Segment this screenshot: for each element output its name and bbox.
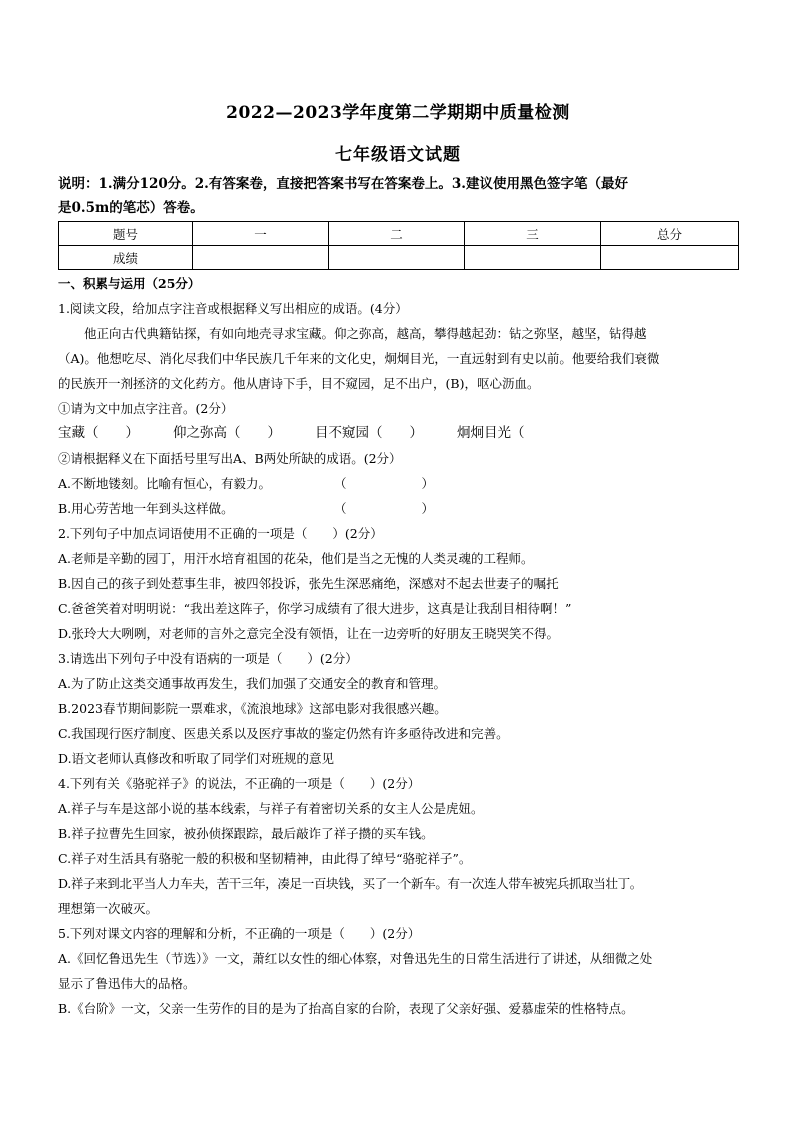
option: A.祥子与车是这部小说的基本线索，与祥子有着密切关系的女主人公是虎妞。: [58, 801, 484, 816]
exam-title: 2022—2023学年度第二学期期中质量检测: [226, 103, 570, 123]
cell-score-label: 成绩: [59, 246, 193, 270]
question-1: 1.阅读文段，给加点字注音或根据释义写出相应的成语。(4分）: [58, 301, 408, 316]
passage-line: 的民族开一剂拯济的文化药方。他从唐诗下手，目不窥园，足不出户，(B)，呕心沥血。: [58, 376, 540, 391]
score-table: [58, 221, 739, 270]
exam-subtitle: 七年级语文试题: [335, 145, 461, 165]
cell-score-total: [601, 246, 739, 270]
option: B.祥子拉曹先生回家，被孙侦探跟踪，最后敲诈了祥子攒的买车钱。: [58, 826, 434, 841]
pinyin-item: 炯炯目光（: [457, 425, 525, 441]
idiom-item: [58, 496, 738, 521]
cell-section-2: 二: [329, 222, 465, 246]
answer-blank: （ ）: [334, 501, 435, 516]
cell-total: 总分: [601, 222, 739, 246]
idiom-item: [58, 471, 738, 496]
question-2: 2.下列句子中加点词语使用不正确的一项是（ ）(2分）: [58, 526, 383, 541]
instructions: [58, 172, 738, 220]
option: D.张玲大大咧咧，对老师的言外之意完全没有领悟，让在一边旁听的好朋友王晓哭笑不得。: [58, 626, 560, 641]
cell-question-number-label: 题号: [59, 222, 193, 246]
section-heading: 一、积累与运用（25分）: [58, 276, 201, 291]
option: B.因自己的孩子到处惹事生非，被四邻投诉，张先生深恶痛绝，深感对不起去世妻子的嘱托: [58, 576, 559, 591]
option: D.语文老师认真修改和听取了同学们对班规的意见: [58, 751, 335, 766]
passage-line: （A)。他想吃尽、消化尽我们中华民族几千年来的文化史，炯炯目光，一直远射到有史以前。他要给我们衰微: [58, 351, 660, 366]
option-continued: 理想第一次破灭。: [58, 901, 159, 916]
question-3: 3.请选出下列句子中没有语病的一项是（ ）(2分）: [58, 651, 358, 666]
question-4: 4.下列有关《骆驼祥子》的说法，不正确的一项是（ ）(2分）: [58, 776, 421, 791]
option: C.我国现行医疗制度、医患关系以及医疗事故的鉴定仍然有许多亟待改进和完善。: [58, 726, 509, 741]
pinyin-items: [58, 421, 738, 446]
instructions-line-2: 是0.5m的笔芯）答卷。: [58, 200, 204, 216]
pinyin-item: 宝藏（ ）: [58, 425, 139, 441]
option: A.为了防止这类交通事故再发生，我们加强了交通安全的教育和管理。: [58, 676, 447, 691]
question-5: 5.下列对课文内容的理解和分析，不正确的一项是（ ）(2分）: [58, 926, 421, 941]
cell-section-1: 一: [193, 222, 329, 246]
cell-score-2: [329, 246, 465, 270]
idiom-definition: A.不断地镂刻。比喻有恒心，有毅力。: [58, 476, 272, 491]
cell-score-1: [193, 246, 329, 270]
pinyin-item: 目不窥园（ ）: [315, 425, 423, 441]
score-table-score-row: [59, 246, 739, 270]
sub-question: ②请根据释义在下面括号里写出A、B两处所缺的成语。(2分）: [58, 451, 402, 466]
exam-body: [58, 271, 738, 1021]
score-table-header-row: [59, 222, 739, 246]
option-continued: 显示了鲁迅伟大的品格。: [58, 976, 196, 991]
option: C.爸爸笑着对明明说：“我出差这阵子，你学习成绩有了很大进步，这真是让我刮目相待啊！”: [58, 601, 572, 616]
answer-blank: （ ）: [334, 476, 435, 491]
option: A.《回忆鲁迅先生（节选）》一文，萧红以女性的细心体察，对鲁迅先生的日常生活进行了讲述，从细微之处: [58, 951, 653, 966]
cell-section-3: 三: [465, 222, 601, 246]
idiom-definition: B.用心劳苦地一年到头这样做。: [58, 501, 234, 516]
pinyin-item: 仰之弥高（ ）: [173, 425, 281, 441]
option: B.2023春节期间影院一票难求，《流浪地球》这部电影对我很感兴趣。: [58, 701, 447, 716]
option: C.祥子对生活具有骆驼一般的积极和坚韧精神，由此得了绰号“骆驼祥子”。: [58, 851, 472, 866]
sub-question: ①请为文中加点字注音。(2分）: [58, 401, 234, 416]
option: B.《台阶》一文，父亲一生劳作的目的是为了抬高自家的台阶，表现了父亲好强、爱慕虚荣的性格特点。: [58, 1001, 634, 1016]
passage-line: 他正向古代典籍钻探，有如向地壳寻求宝藏。仰之弥高，越高，攀得越起劲：钻之弥坚，越坚，钻得越: [84, 326, 647, 341]
instructions-line-1: 说明：1.满分120分。2.有答案卷，直接把答案书写在答案卷上。3.建议使用黑色签字笔（最好: [58, 176, 628, 192]
option: A.老师是辛勤的园丁，用汗水培育祖国的花朵，他们是当之无愧的人类灵魂的工程师。: [58, 551, 534, 566]
cell-score-3: [465, 246, 601, 270]
option: D.祥子来到北平当人力车夫，苦干三年，凑足一百块钱，买了一个新车。有一次连人带车被宪兵抓取当壮丁。: [58, 876, 642, 891]
